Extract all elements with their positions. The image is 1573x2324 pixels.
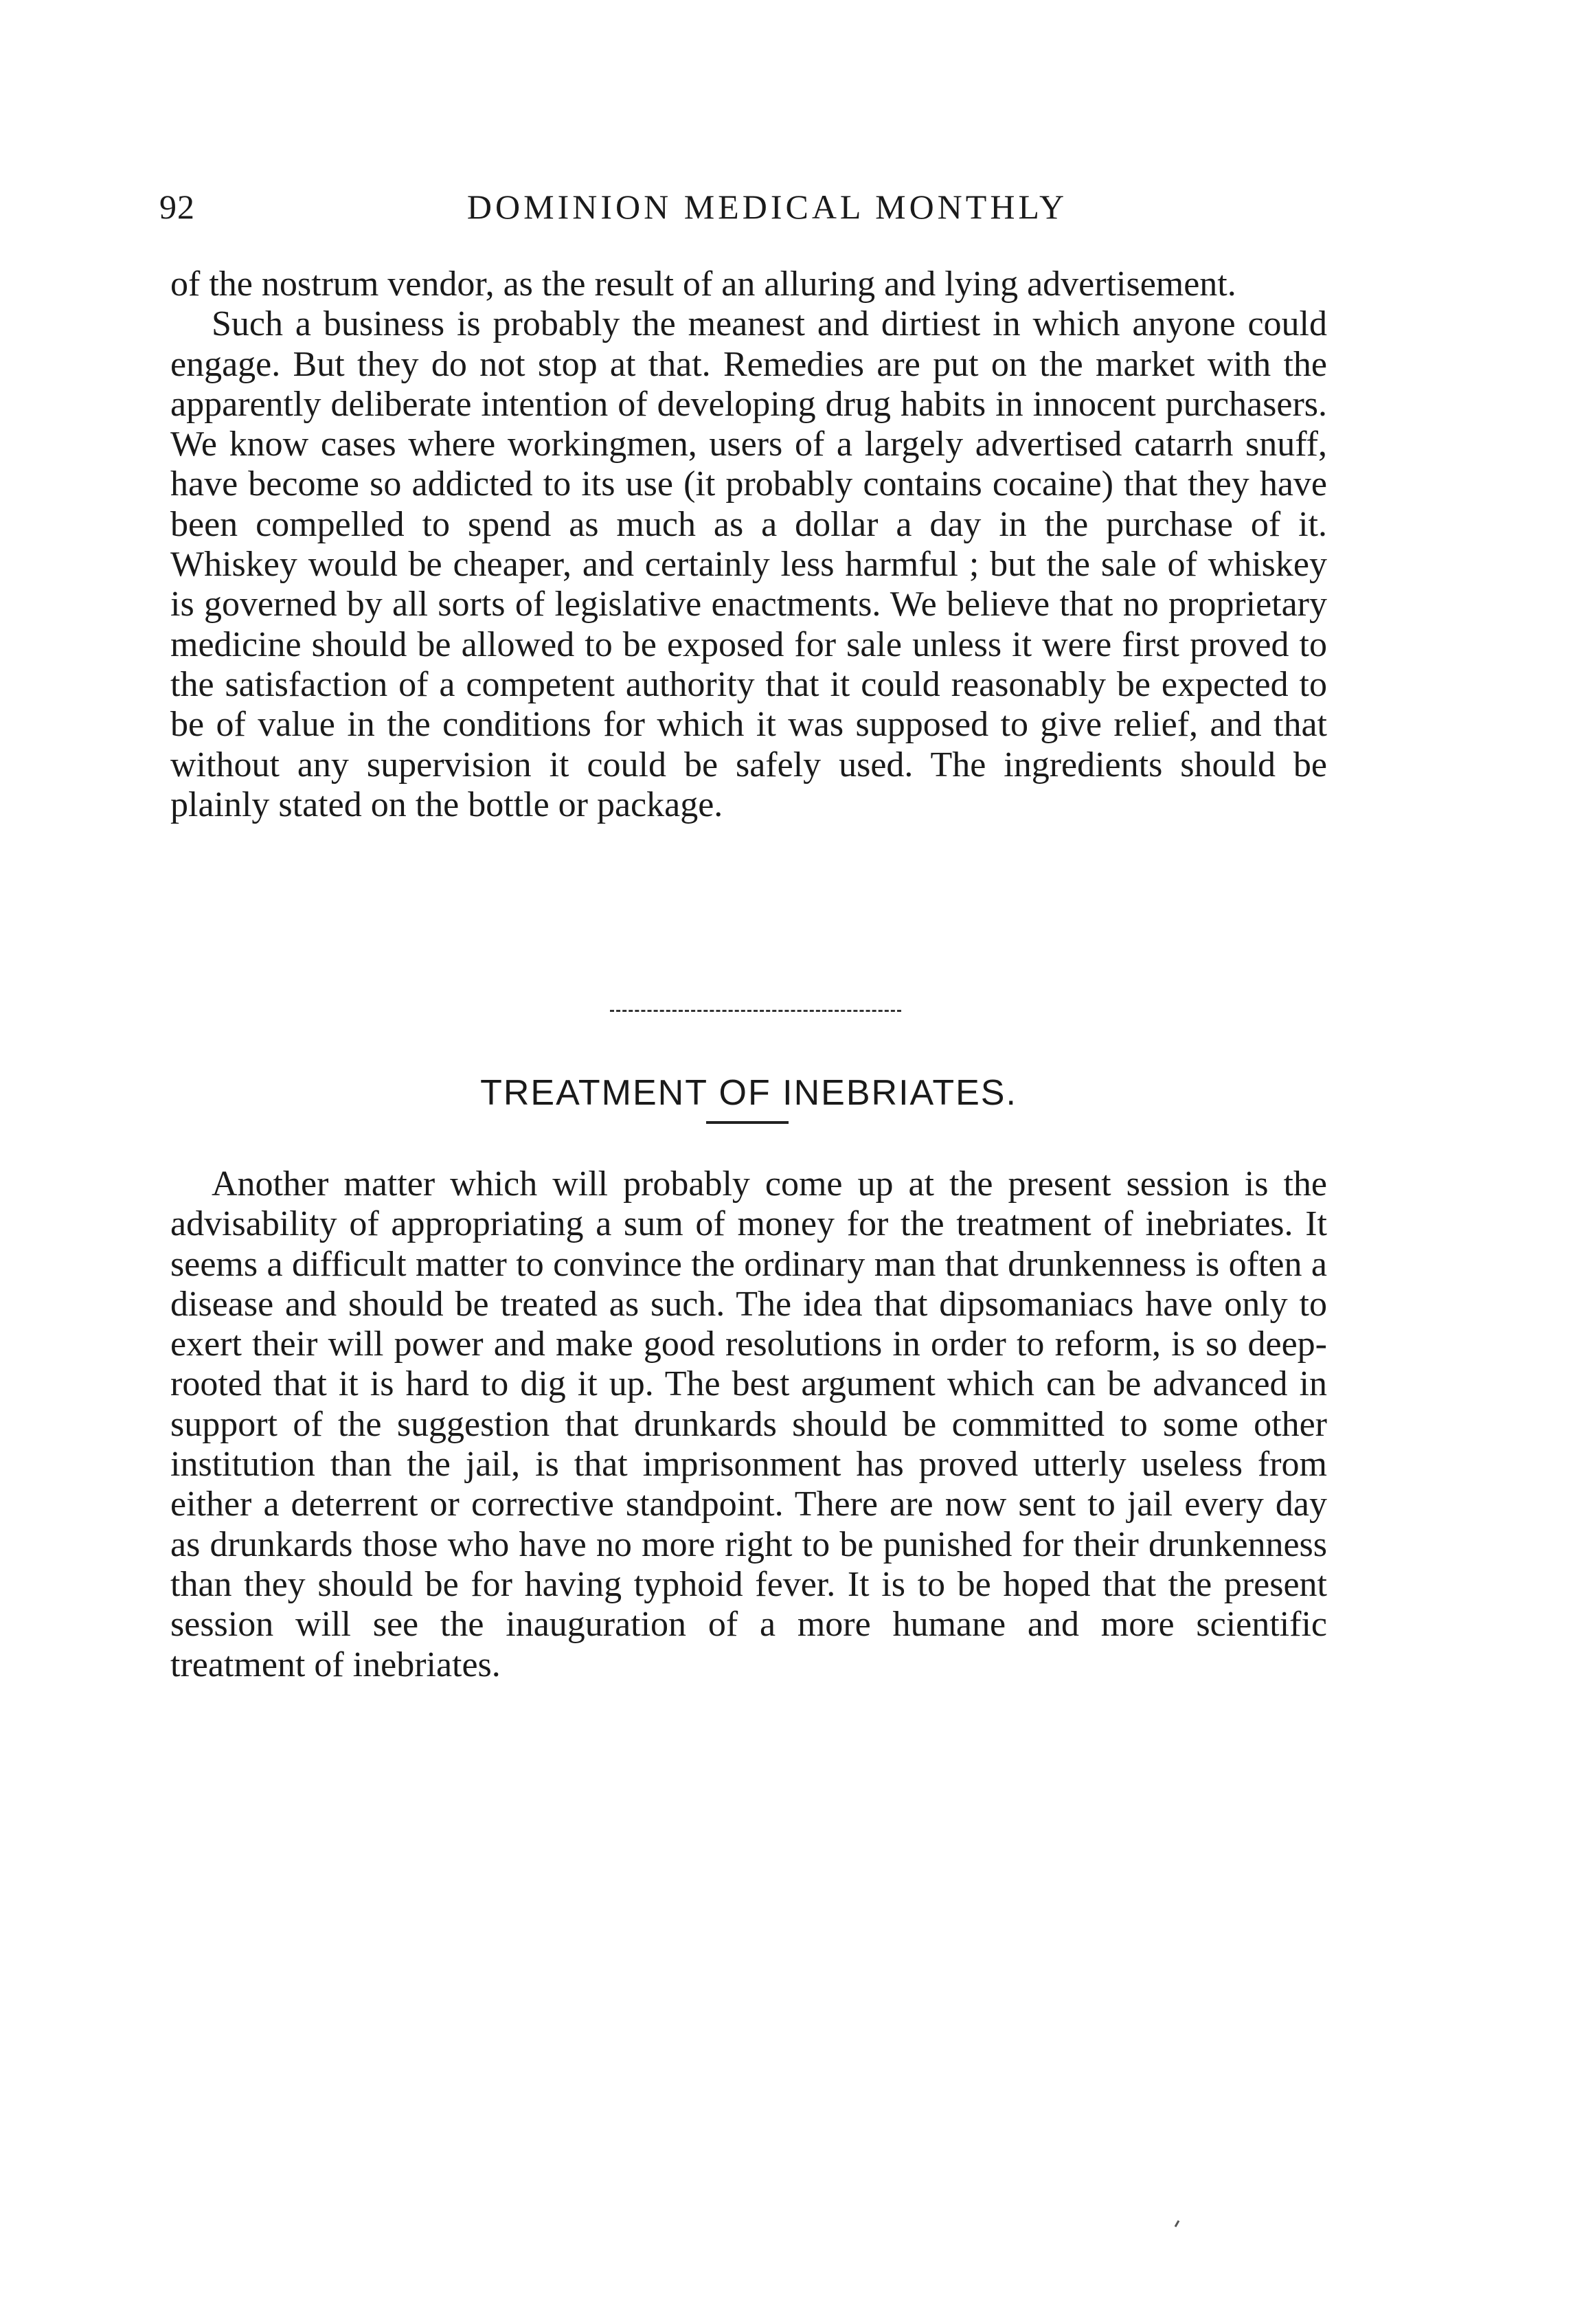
paragraph-continued: of the nostrum vendor, as the result of an alluring and lying advertisement. (170, 264, 1236, 304)
page-number: 92 (159, 188, 195, 226)
print-speck (1175, 2220, 1180, 2227)
heading-underline-rule (706, 1121, 789, 1124)
paragraph: Another matter which will probably come up at the present session is the advisability of appropriating a sum of money for the treatment of inebriates. It seems a difficult matter to convince the ordinary man that drunkenness is often a disease and should be treated as such. The idea that dipsomaniacs have only to exert their will power and make good resolutions in order to reform, is so deep-rooted that it is hard to dig it up. The best argument which can be advanced in support of the suggestion that drunkards should be committed to some other institution than the jail, is that imprisonment has proved utterly useless from either a deterrent or corrective standpoint. There are now sent to jail every day as drunkards those who have no more right to be punished for their drunkenness than they should be for having typhoid fever. It is to be hoped that the present session will see the inauguration of a more humane and more scientific treatment of inebriates. (170, 1164, 1327, 1684)
running-head (159, 187, 1327, 235)
journal-title: DOMINION MEDICAL MONTHLY (466, 188, 1068, 226)
paragraph: Such a business is probably the meanest and dirtiest in which anyone could engage. But they do not stop at that. Remedies are put on the market with the apparently deliberate intention of developing drug habits in innocent purchasers. We know cases where workingmen, users of a largely advertised catarrh snuff, have become so addicted to its use (it probably contains cocaine) that they have been compelled to spend as much as a dollar a day in the purchase of it. Whiskey would be cheaper, and certainly less harmful ; but the sale of whiskey is governed by all sorts of legislative enactments. We believe that no proprietary medicine should be allowed to be exposed for sale unless it were first proved to the satisfaction of a competent authority that it could reasonably be expected to be of value in the conditions for which it was supposed to give relief, and that without any supervision it could be safely used. The ingredients should be plainly stated on the bottle or package. (170, 304, 1327, 824)
continued-article-text (170, 264, 1327, 825)
section-body (170, 1164, 1327, 1685)
section-divider (610, 1010, 901, 1012)
section-heading: TREATMENT OF INEBRIATES. (480, 1073, 1017, 1114)
